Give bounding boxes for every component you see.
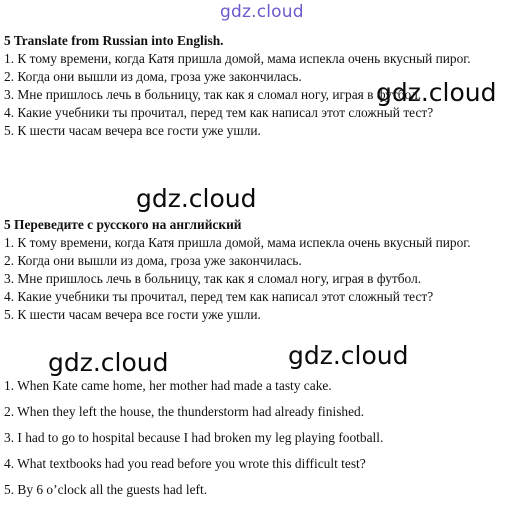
- answer-4: 4. What textbooks had you read before you wrote this difficult test?: [4, 456, 366, 471]
- answer-1: 1. When Kate came home, her mother had made a tasty cake.: [4, 378, 332, 393]
- watermark-3: gdz.cloud: [48, 348, 169, 377]
- task-item-2-ru: 2. Когда они вышли из дома, гроза уже закончилась.: [4, 253, 302, 268]
- task-item-5-ru: 5. К шести часам вечера все гости уже ушли.: [4, 307, 261, 322]
- answers-list: [4, 377, 509, 507]
- task-item-5: 5. К шести часам вечера все гости уже ушли.: [4, 123, 261, 138]
- task-item-2: 2. Когда они вышли из дома, гроза уже закончилась.: [4, 69, 302, 84]
- answer-5: 5. By 6 o’clock all the guests had left.: [4, 482, 208, 497]
- watermark-top: gdz.cloud: [220, 2, 304, 22]
- task-item-4-ru: 4. Какие учебники ты прочитал, перед тем как написал этот сложный тест?: [4, 289, 434, 304]
- section-title-russian: 5 Переведите с русского на английский: [4, 217, 242, 232]
- section-title-english: 5 Translate from Russian into English.: [4, 33, 224, 48]
- watermark-1: gdz.cloud: [376, 78, 497, 107]
- answer-3: 3. I had to go to hospital because I had broken my leg playing football.: [4, 430, 384, 445]
- watermark-4: gdz.cloud: [288, 341, 409, 370]
- task-item-3-ru: 3. Мне пришлось лечь в больницу, так как я сломал ногу, играя в футбол.: [4, 271, 422, 286]
- section-russian-task: [4, 216, 509, 324]
- task-item-4: 4. Какие учебники ты прочитал, перед тем как написал этот сложный тест?: [4, 105, 434, 120]
- answer-2: 2. When they left the house, the thunderstorm had already finished.: [4, 404, 365, 419]
- task-item-1: 1. К тому времени, когда Катя пришла домой, мама испекла очень вкусный пирог.: [4, 51, 471, 66]
- watermark-2: gdz.cloud: [136, 184, 257, 213]
- task-item-1-ru: 1. К тому времени, когда Катя пришла домой, мама испекла очень вкусный пирог.: [4, 235, 471, 250]
- task-item-3: 3. Мне пришлось лечь в больницу, так как я сломал ногу, играя в футбол.: [4, 87, 422, 102]
